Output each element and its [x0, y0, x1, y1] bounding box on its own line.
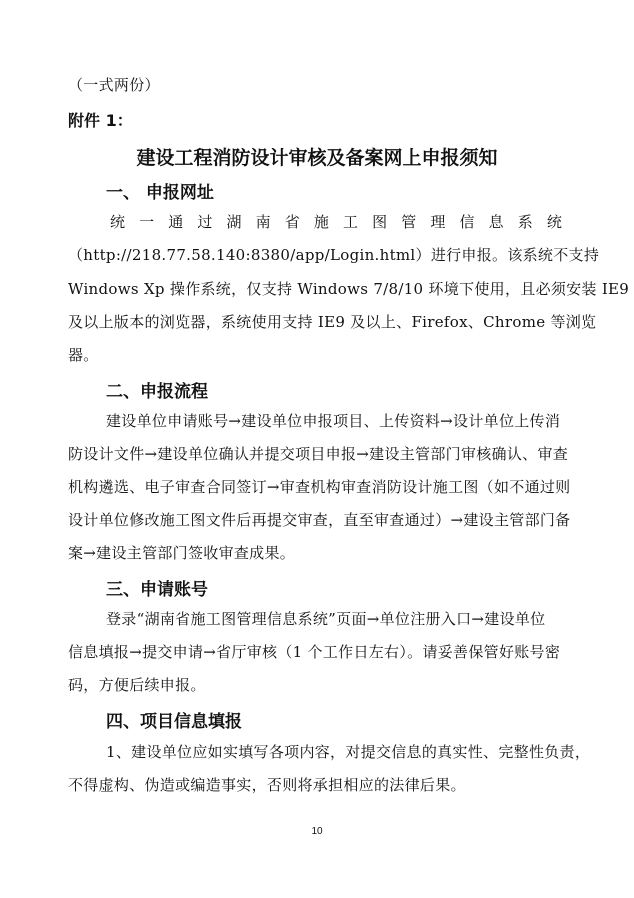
section-1-line-3: Windows Xp 操作系统，仅支持 Windows 7/8/10 环境下使用，且必须安装 IE9 [68, 280, 630, 298]
document-title: 建设工程消防设计审核及备案网上申报须知 [136, 147, 498, 169]
spaced-character: 系 [517, 213, 533, 231]
section-3-line-1: 登录“湖南省施工图管理信息系统”页面→单位注册入口→建设单位 [106, 610, 546, 628]
spaced-character: 息 [488, 213, 504, 231]
spaced-character: 过 [197, 213, 213, 231]
section-1-line-2: （http://218.77.58.140:8380/app/Login.html）进行申报。该系统不支持 [68, 246, 600, 264]
section-heading-1: 一、 申报网址 [106, 183, 214, 203]
section-2-line-4: 设计单位修改施工图文件后再提交审查，直至审查通过）→建设主管部门备 [68, 511, 571, 529]
attachment-label: 附件 1： [68, 111, 133, 130]
spaced-character: 省 [284, 213, 300, 231]
spaced-character: 施 [313, 213, 329, 231]
section-2-line-1: 建设单位申请账号→建设单位申报项目、上传资料→设计单位上传消 [106, 412, 561, 430]
spaced-character: 湖 [226, 213, 242, 231]
section-3-line-2: 信息填报→提交申请→省厅审核（1 个工作日左右）。请妥善保管好账号密 [68, 643, 561, 661]
page-number: 10 [311, 826, 323, 837]
spaced-character: 管 [401, 213, 417, 231]
spaced-character: 理 [430, 213, 446, 231]
spaced-character: 南 [255, 213, 271, 231]
spaced-character: 统 [110, 213, 126, 231]
section-3-line-3: 码，方便后续申报。 [68, 676, 206, 694]
spaced-character: 一 [139, 213, 155, 231]
section-2-line-5: 案→建设主管部门签收审查成果。 [68, 544, 296, 562]
section-1-line-1 [110, 211, 562, 232]
section-heading-3: 三、申请账号 [106, 580, 208, 600]
section-heading-2: 二、申报流程 [106, 382, 208, 402]
section-1-line-4: 及以上版本的浏览器，系统使用支持 IE9 及以上、Firefox、Chrome 等浏览 [68, 313, 597, 331]
spaced-character: 信 [459, 213, 475, 231]
spaced-character: 图 [372, 213, 388, 231]
section-2-line-3: 机构遴选、电子审查合同签订→审查机构审查消防设计施工图（如不通过则 [68, 478, 571, 496]
section-1-line-5: 器。 [68, 346, 99, 364]
spaced-character: 通 [168, 213, 184, 231]
section-4-line-2: 不得虚构、伪造或编造事实，否则将承担相应的法律后果。 [68, 776, 466, 794]
section-2-line-2: 防设计文件→建设单位确认并提交项目申报→建设主管部门审核确认、审查 [68, 445, 569, 463]
section-4-line-1: 1、建设单位应如实填写各项内容，对提交信息的真实性、完整性负责， [106, 743, 591, 761]
spaced-character: 工 [343, 213, 359, 231]
copies-note: （一式两份） [68, 76, 160, 94]
spaced-character: 统 [546, 213, 562, 231]
section-heading-4: 四、项目信息填报 [106, 712, 242, 732]
